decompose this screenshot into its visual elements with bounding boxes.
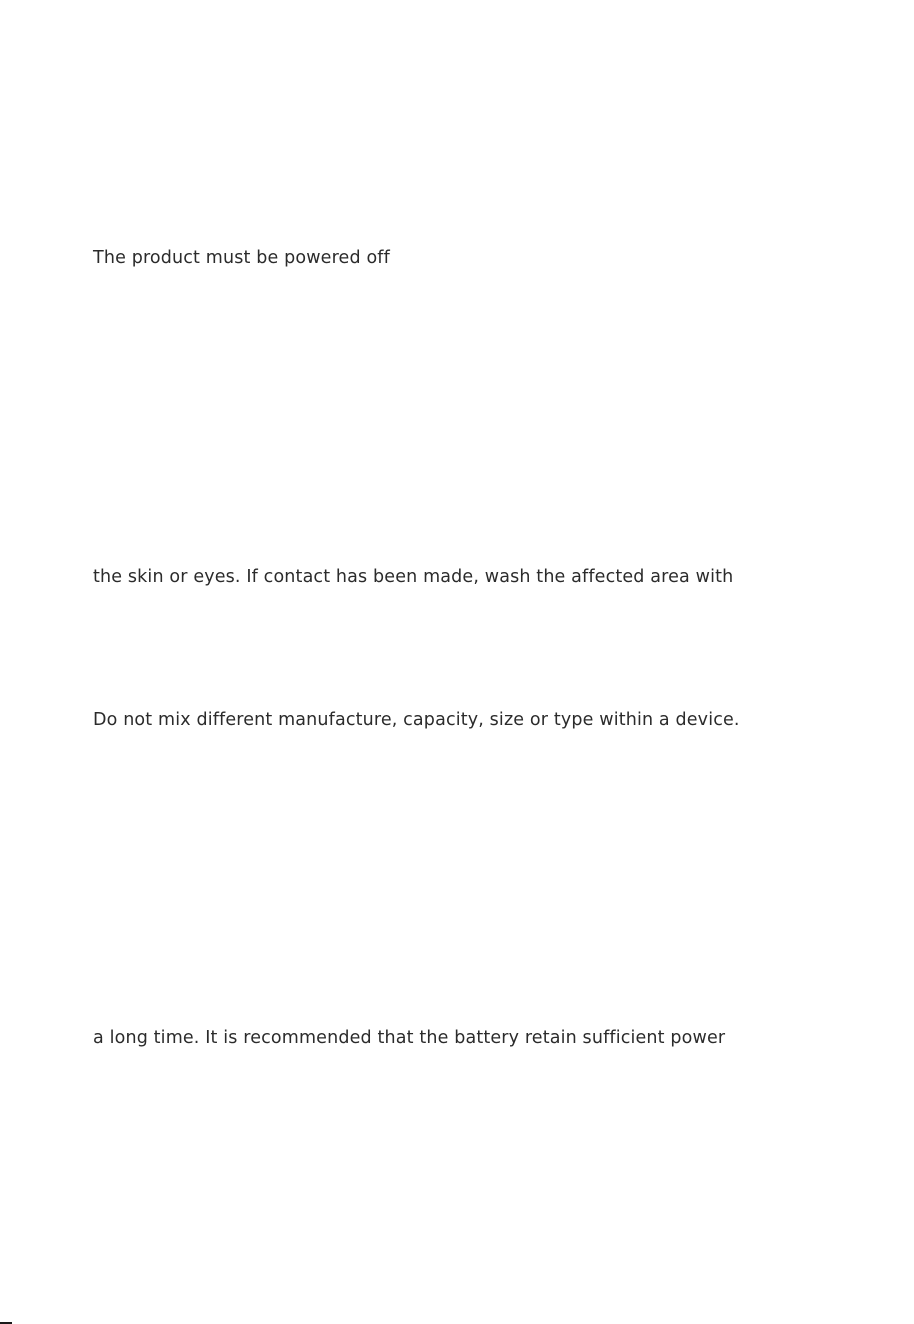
text-line-power-off: The product must be powered off [93, 248, 390, 268]
text-line-battery-power: a long time. It is recommended that the battery retain sufficient power [93, 1028, 726, 1048]
text-line-skin-eyes-contact: the skin or eyes. If contact has been made, wash the affected area with [93, 567, 734, 587]
text-line-do-not-mix: Do not mix different manufacture, capacity, size or type within a device. [93, 710, 740, 730]
